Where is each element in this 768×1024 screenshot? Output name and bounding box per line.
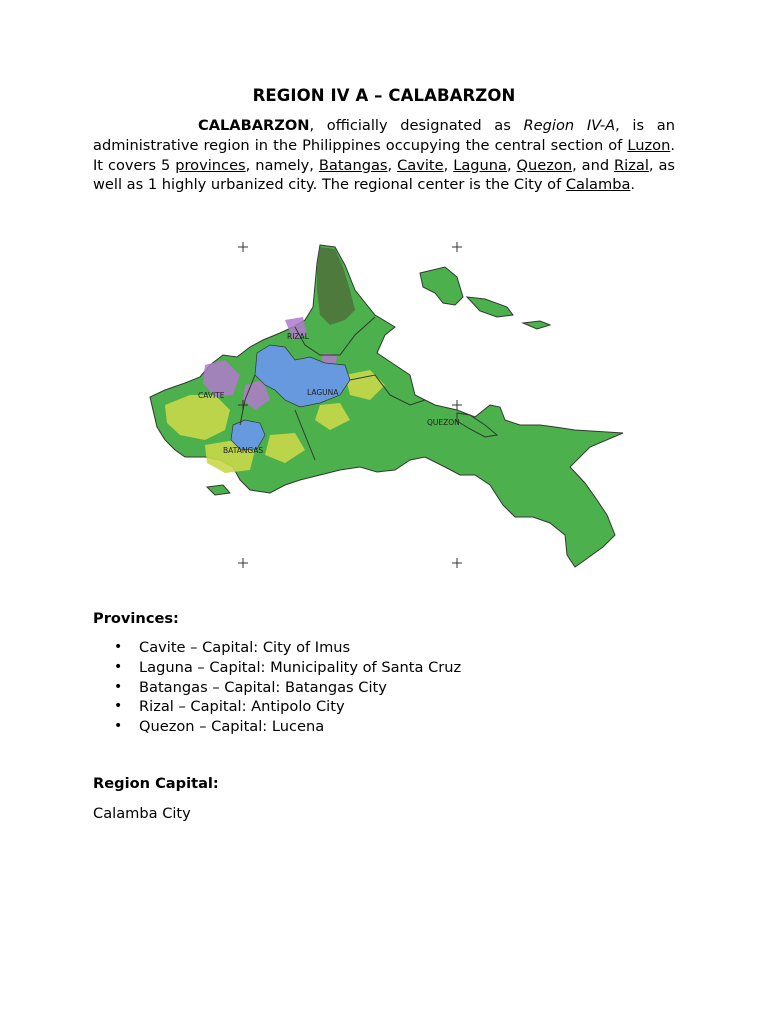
bullet-icon: • <box>114 718 123 735</box>
region-capital-value: Calamba City <box>93 805 191 822</box>
intro-text: , is an administrative region in the Philippines occupying the central section of <box>93 117 675 154</box>
link-batangas[interactable]: Batangas <box>318 156 388 174</box>
list-item <box>93 678 461 698</box>
small-island <box>207 485 230 495</box>
bullet-icon: • <box>114 658 123 675</box>
calabarzon-map <box>145 235 635 580</box>
link-quezon[interactable]: Quezon <box>516 156 573 174</box>
intro-text: , as well as 1 highly urbanized city. The regional center is the City of <box>93 156 676 194</box>
polillo-islet <box>467 297 513 317</box>
bullet-icon: • <box>114 639 123 655</box>
link-luzon[interactable]: Luzon <box>627 136 671 154</box>
map-label-quezon: QUEZON <box>427 418 460 427</box>
list-item <box>93 658 461 678</box>
list-item <box>93 697 461 717</box>
link-provinces[interactable]: provinces <box>175 156 246 174</box>
map-label-batangas: BATANGAS <box>223 446 264 455</box>
polillo-island <box>420 267 463 305</box>
list-item <box>93 717 461 737</box>
intro-text: , namely, <box>245 156 319 174</box>
link-cavite[interactable]: Cavite <box>397 156 444 174</box>
map-label-laguna: LAGUNA <box>307 388 339 397</box>
intro-text: , and <box>572 156 615 174</box>
intro-text: . It covers 5 <box>93 136 675 174</box>
link-rizal[interactable]: Rizal <box>614 156 649 174</box>
bullet-icon: • <box>114 698 123 715</box>
provinces-heading: Provinces: <box>93 610 179 627</box>
list-item <box>93 638 461 658</box>
document-title: REGION IV A – CALABARZON <box>252 86 516 105</box>
list-item-text: Rizal – Capital: Antipolo City <box>139 698 345 716</box>
intro-text: , <box>443 156 454 174</box>
map-label-rizal: RIZAL <box>287 332 309 341</box>
map-label-cavite: CAVITE <box>198 391 225 400</box>
list-item-text: Quezon – Capital: Lucena <box>139 718 325 736</box>
link-laguna[interactable]: Laguna <box>453 156 507 174</box>
region-designation: Region IV-A <box>523 117 616 134</box>
link-calamba[interactable]: Calamba <box>565 176 631 194</box>
provinces-list <box>93 638 461 737</box>
list-item-text: Laguna – Capital: Municipality of Santa Cruz <box>139 658 462 676</box>
intro-text: , <box>387 156 398 174</box>
list-item-text: Batangas – Capital: Batangas City <box>139 678 387 696</box>
intro-text: , <box>506 156 517 174</box>
intro-text: , officially designated as <box>309 117 524 134</box>
intro-paragraph <box>93 116 675 195</box>
intro-text: . <box>630 176 636 194</box>
small-island <box>523 321 550 329</box>
region-name: CALABARZON <box>198 117 310 134</box>
list-item-text: Cavite – Capital: City of Imus <box>139 639 351 656</box>
bullet-icon: • <box>114 678 123 695</box>
region-capital-heading: Region Capital: <box>93 775 219 792</box>
